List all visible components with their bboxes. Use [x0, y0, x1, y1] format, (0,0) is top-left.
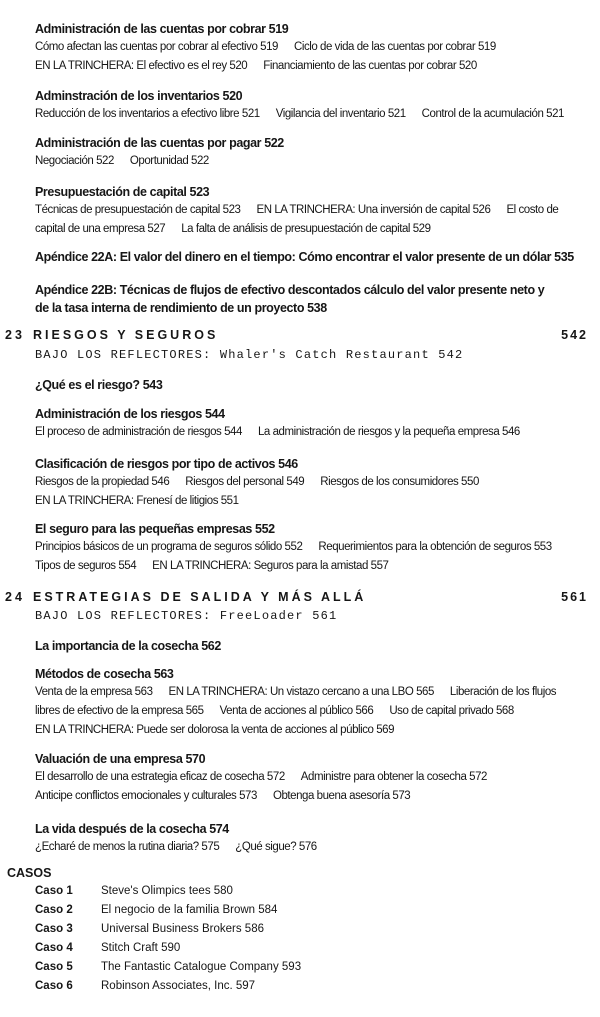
case-title: Stitch Craft 590 [101, 942, 181, 954]
subtopic-line [35, 492, 592, 511]
case-row [35, 961, 301, 973]
subtopic-line [35, 787, 592, 806]
case-label: Caso 2 [35, 904, 73, 916]
chapter-heading [5, 328, 588, 342]
subtopic-entry: capital de una empresa 527 [35, 223, 166, 235]
subtopic-entry: EN LA TRINCHERA: Seguros para la amistad 557 [152, 560, 389, 572]
spotlight-line: BAJO LOS REFLECTORES: FreeLoader 561 [35, 609, 338, 623]
subtopic-line [35, 152, 592, 171]
subtopic-entry: Financiamiento de las cuentas por cobrar 520 [263, 60, 477, 72]
topic-heading: Presupuestación de capital 523 [35, 185, 210, 199]
topic-block [35, 87, 592, 124]
subtopic-line [35, 557, 592, 576]
topic-block [35, 281, 592, 317]
subtopic-entry: EN LA TRINCHERA: Frenesí de litigios 551 [35, 495, 239, 507]
case-row [35, 904, 277, 916]
subtopic-entry: Administre para obtener la cosecha 572 [300, 771, 487, 783]
case-row [35, 923, 264, 935]
subtopic-entry: Técnicas de presupuestación de capital 523 [35, 204, 241, 216]
topic-block [35, 405, 592, 442]
topic-block [35, 520, 592, 576]
subtopic-entry: Control de la acumulación 521 [421, 108, 564, 120]
topic-heading: Apéndice 22B: Técnicas de flujos de efectivo descontados cálculo del valor presente neto y [35, 283, 545, 297]
case-title: El negocio de la familia Brown 584 [101, 904, 278, 916]
subtopic-line [35, 721, 592, 740]
case-row [35, 980, 255, 992]
subtopic-entry: ¿Echaré de menos la rutina diaria? 575 [35, 841, 220, 853]
subtopic-line [35, 768, 592, 787]
subtopic-entry: EN LA TRINCHERA: Una inversión de capital 526 [256, 204, 491, 216]
subtopic-line [35, 105, 592, 124]
subtopic-entry: Anticipe conflictos emocionales y culturales 573 [35, 790, 257, 802]
topic-heading: Métodos de cosecha 563 [35, 667, 174, 681]
subtopic-entry: Venta de la empresa 563 [35, 686, 153, 698]
topic-block [35, 248, 592, 266]
topic-heading: Valuación de una empresa 570 [35, 752, 206, 766]
subtopic-entry: Principios básicos de un programa de seguros sólido 552 [35, 541, 303, 553]
topic-block [35, 376, 592, 394]
subtopic-line [35, 423, 592, 442]
subtopic-entry: La falta de análisis de presupuestación de capital 529 [181, 223, 431, 235]
topic-block [35, 820, 592, 857]
subtopic-entry: Liberación de los flujos [449, 686, 557, 698]
chapter-title: ESTRATEGIAS DE SALIDA Y MÁS ALLÁ [33, 590, 367, 604]
case-label: Caso 4 [35, 942, 73, 954]
topic-heading: Administración de los riesgos 544 [35, 407, 225, 421]
topic-heading: Administración de las cuentas por cobrar 519 [35, 22, 289, 36]
case-label: Caso 6 [35, 980, 73, 992]
subtopic-line [35, 538, 592, 557]
subtopic-entry: ¿Qué sigue? 576 [235, 841, 317, 853]
subtopic-entry: EN LA TRINCHERA: Un vistazo cercano a una LBO 565 [168, 686, 434, 698]
topic-heading: Clasificación de riesgos por tipo de activos 546 [35, 457, 298, 471]
topic-heading: Administración de las cuentas por pagar 522 [35, 136, 284, 150]
subtopic-line [35, 702, 592, 721]
subtopic-entry: Negociación 522 [35, 155, 114, 167]
spotlight-line: BAJO LOS REFLECTORES: Whaler's Catch Restaurant 542 [35, 348, 464, 362]
subtopic-entry: Riesgos de los consumidores 550 [320, 476, 479, 488]
case-label: Caso 3 [35, 923, 73, 935]
topic-heading: Adminstración de los inventarios 520 [35, 89, 243, 103]
topic-heading: Apéndice 22A: El valor del dinero en el tiempo: Cómo encontrar el valor presente de un dólar 535 [35, 250, 574, 264]
chapter-number: 24 [5, 590, 25, 604]
case-title: Steve's Olimpics tees 580 [101, 885, 233, 897]
subtopic-entry: El proceso de administración de riesgos 544 [35, 426, 242, 438]
topic-block [35, 20, 592, 76]
case-title: Robinson Associates, Inc. 597 [101, 980, 256, 992]
case-title: Universal Business Brokers 586 [101, 923, 264, 935]
cases-heading: CASOS [7, 866, 52, 880]
subtopic-line [35, 473, 592, 492]
subtopic-line [35, 683, 592, 702]
subtopic-entry: Reducción de los inventarios a efectivo libre 521 [35, 108, 260, 120]
subtopic-entry: Riesgos de la propiedad 546 [35, 476, 170, 488]
chapter-heading [5, 590, 588, 604]
topic-heading: La importancia de la cosecha 562 [35, 639, 221, 653]
case-label: Caso 1 [35, 885, 73, 897]
topic-block [35, 455, 592, 511]
subtopic-entry: Ciclo de vida de las cuentas por cobrar 519 [293, 41, 496, 53]
case-label: Caso 5 [35, 961, 73, 973]
subtopic-entry: Requerimientos para la obtención de seguros 553 [318, 541, 552, 553]
subtopic-entry: Cómo afectan las cuentas por cobrar al efectivo 519 [35, 41, 278, 53]
subtopic-entry: libres de efectivo de la empresa 565 [35, 705, 204, 717]
topic-block [35, 665, 592, 740]
topic-heading: La vida después de la cosecha 574 [35, 822, 229, 836]
subtopic-entry: Riesgos del personal 549 [185, 476, 305, 488]
topic-heading: ¿Qué es el riesgo? 543 [35, 378, 163, 392]
subtopic-entry: Uso de capital privado 568 [389, 705, 514, 717]
subtopic-line [35, 201, 592, 220]
subtopic-entry: Venta de acciones al público 566 [219, 705, 374, 717]
case-row [35, 885, 233, 897]
subtopic-entry: Vigilancia del inventario 521 [275, 108, 406, 120]
topic-block [35, 750, 592, 806]
subtopic-entry: El desarrollo de una estrategia eficaz de cosecha 572 [35, 771, 285, 783]
topic-block [35, 637, 592, 655]
subtopic-entry: Obtenga buena asesoría 573 [272, 790, 411, 802]
subtopic-line [35, 838, 592, 857]
chapter-number: 23 [5, 328, 25, 342]
subtopic-entry: Tipos de seguros 554 [35, 560, 137, 572]
subtopic-entry: El costo de [506, 204, 559, 216]
subtopic-line [35, 220, 592, 239]
subtopic-line [35, 57, 592, 76]
case-row [35, 942, 180, 954]
subtopic-entry: EN LA TRINCHERA: El efectivo es el rey 520 [35, 60, 248, 72]
subtopic-line [35, 38, 592, 57]
subtopic-entry: EN LA TRINCHERA: Puede ser dolorosa la venta de acciones al público 569 [35, 724, 395, 736]
chapter-title: RIESGOS Y SEGUROS [33, 328, 219, 342]
chapter-page: 542 [561, 328, 588, 342]
topic-heading-continued: de la tasa interna de rendimiento de un proyecto 538 [35, 301, 327, 315]
topic-block [35, 134, 592, 171]
chapter-page: 561 [561, 590, 588, 604]
topic-heading: El seguro para las pequeñas empresas 552 [35, 522, 275, 536]
case-title: The Fantastic Catalogue Company 593 [101, 961, 302, 973]
subtopic-entry: Oportunidad 522 [129, 155, 209, 167]
subtopic-entry: La administración de riesgos y la pequeña empresa 546 [257, 426, 520, 438]
topic-block [35, 183, 592, 239]
